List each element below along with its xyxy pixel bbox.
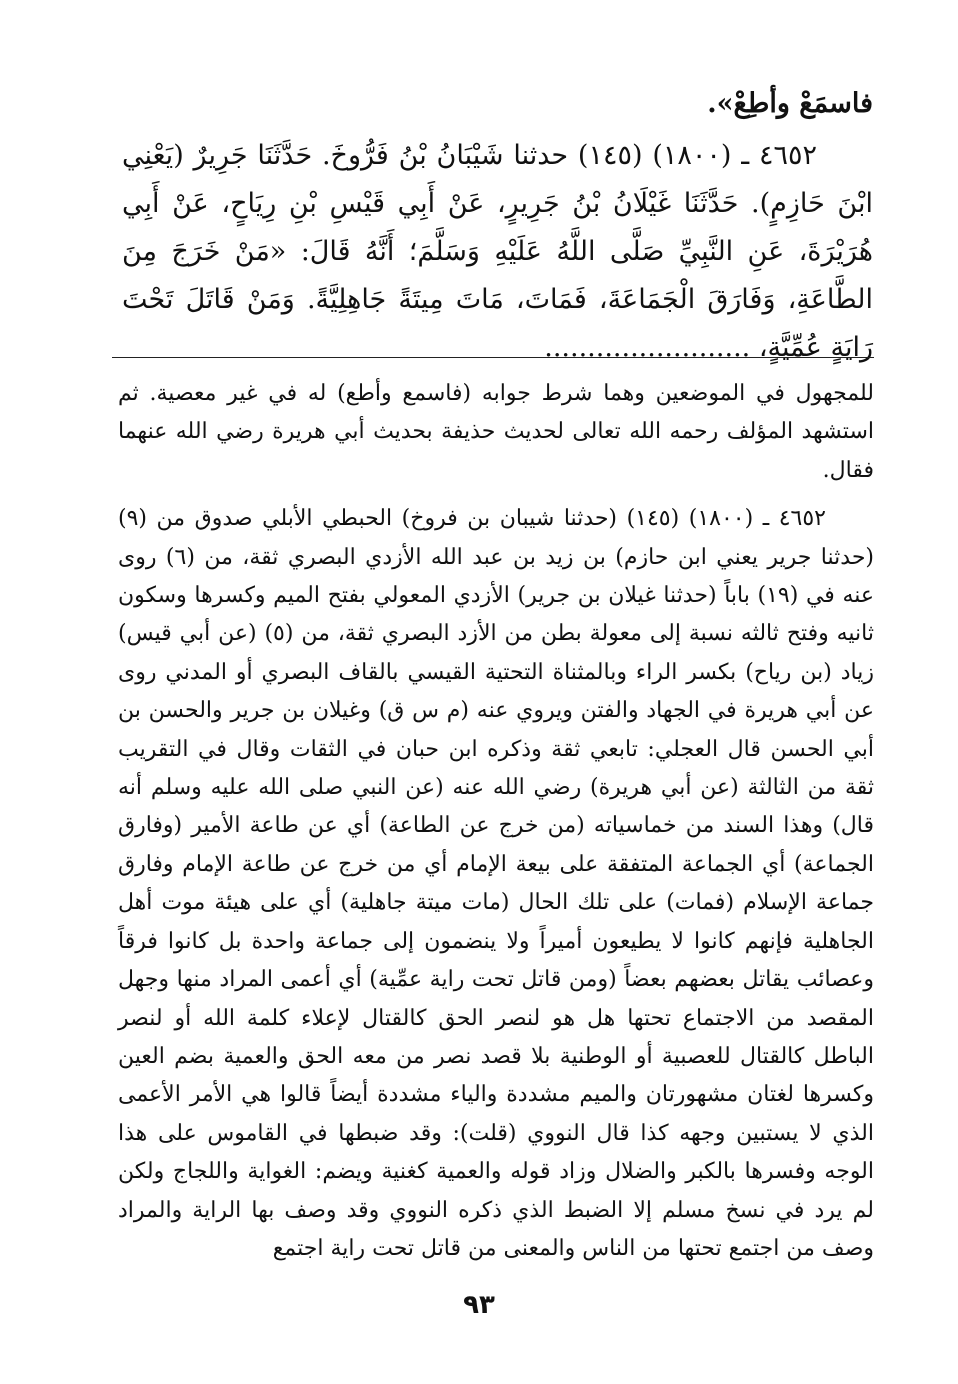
main-text (122, 80, 873, 372)
commentary-body: ٤٦٥٢ ـ (١٨٠٠) (١٤٥) (حدثنا شيبان بن فروخ) الحبطي الأبلي صدوق من (٩) (حدثنا جرير يعني ابن حازم) بن زيد بن عبد الله الأزدي البصري ثقة، من (٦) روى عنه في (١٩) باباً (حدثنا غيلان بن جرير) الأزدي المعولي بفتح الميم وكسرها وسكون ثانيه وفتح ثالثه نسبة إلى معولة بطن من الأزد البصري ثقة، من (٥) (عن أبي قيس) زياد (بن رياح) بكسر الراء وبالمثناة التحتية القيسي بالقاف البصري أو المدني روى عن أبي هريرة في الجهاد والفتن ويروي عنه (م س ق) وغيلان بن جرير والحسن بن أبي الحسن قال العجلي: تابعي ثقة وذكره ابن حبان في الثقات وقال في التقريب ثقة من الثالثة (عن أبي هريرة) رضي الله عنه (عن النبي صلى الله عليه وسلم أنه قال) وهذا السند من خماسياته (من خرج عن الطاعة) أي عن طاعة الأمير (وفارق الجماعة) أي الجماعة المتفقة على بيعة الإمام أي من خرج عن طاعة الإمام وفارق جماعة الإسلام (فمات) على تلك الحال (مات ميتة جاهلية) أي على هيئة موت أهل الجاهلية فإنهم كانوا لا يطيعون أميراً ولا ينضمون إلى جماعة واحدة بل كانوا فرقاً وعصائب يقاتل بعضهم بعضاً (ومن قاتل تحت راية عمِّية) أي أعمى المراد منها وجهل المقصد من الاجتماع تحتها هل هو لنصر الحق كالقتال لإعلاء كلمة الله أو لنصر الباطل كالقتال للعصبية أو الوطنية بلا قصد نصر من معه الحق والعمية بضم العين وكسرها لغتان مشهورتان والميم مشددة والياء مشددة أيضاً قالوا هي الأمر الأعمى الذي لا يستبين وجهه كذا قال النووي (قلت): وقد ضبطها في القاموس على هذا الوجه وفسرها بالكبر والضلال وزاد قوله والعمية كغنية ويضم: الغواية واللجاج ولكن لم يرد في نسخ مسلم إلا الضبط الذي ذكره النووي وقد وصف بها الراية والمراد وصف من اجتمع تحتها من الناس والمعنى من قاتل تحت راية اجتمع (118, 506, 875, 1261)
continuation-dots: ........................ (544, 332, 751, 363)
footnote-divider (112, 357, 874, 358)
hadith-text: ٤٦٥٢ ـ (١٨٠٠) (١٤٥) حدثنا شَيْبَانُ بْنُ فَرُّوخَ. حَدَّثَنَا جَرِيرٌ (يَعْنِي ابْنَ حَازِمٍ). حَدَّثَنَا غَيْلَانُ بْنُ جَرِيرٍ، عَنْ أَبِي قَيْسِ بْنِ رِيَاحٍ، عَنْ أَبِي هُرَيْرَةَ، عَنِ النَّبِيِّ صَلَّى اللَّهُ عَلَيْهِ وَسَلَّمَ؛ أَنَّهُ قَالَ: «مَنْ خَرَجَ مِنَ الطَّاعَةِ، وَفَارَقَ الْجَمَاعَةَ، فَمَاتَ، مَاتَ مِيتَةً جَاهِلِيَّةً. وَمَنْ قَاتَلَ تَحْتَ رَايَةٍ عُمِّيَّةٍ، (122, 140, 873, 363)
closing-fragment: فاسمَعْ وأطِعْ». (707, 88, 873, 119)
page-number: ٩٣ (463, 1290, 495, 1320)
hadith-paragraph (122, 132, 873, 372)
commentary (118, 375, 874, 1268)
commentary-intro: للمجهول في الموضعين وهما شرط جوابه (فاسمع وأطع) له في غير معصية. ثم استشهد المؤلف رحمه الله تعالى لحديث حذيفة بحديث أبي هريرة رضي الله عنهما فقال. (118, 381, 874, 483)
